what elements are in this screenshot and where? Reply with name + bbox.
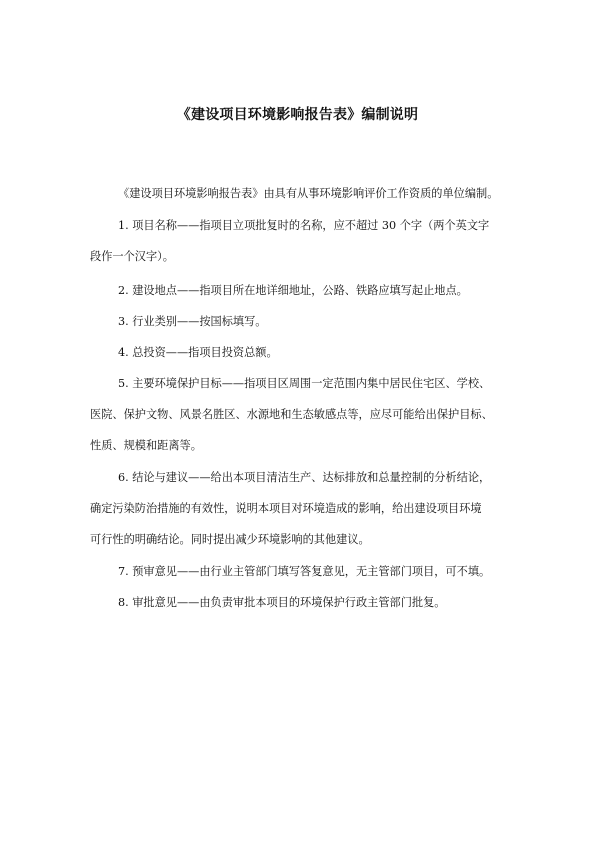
intro-paragraph: 《建设项目环境影响报告表》由具有从事环境影响评价工作资质的单位编制。 [118, 187, 499, 200]
item-1-continuation: 段作一个汉字）。 [90, 250, 174, 263]
item-6-continuation-2: 可行性的明确结论。同时提出减少环境影响的其他建议。 [90, 533, 370, 546]
item-6-conclusion: 6. 结论与建议——给出本项目清洁生产、达标排放和总量控制的分析结论， [118, 471, 491, 484]
item-5-protection-targets: 5. 主要环境保护目标——指项目区周围一定范围内集中居民住宅区、学校、 [118, 377, 491, 390]
page-title: 《建设项目环境影响报告表》编制说明 [176, 107, 419, 123]
item-4-investment: 4. 总投资——指项目投资总额。 [118, 346, 278, 359]
item-1-project-name: 1. 项目名称——指项目立项批复时的名称，应不超过 30 个字（两个英文字 [118, 219, 490, 232]
item-7-pre-review: 7. 预审意见——由行业主管部门填写答复意见，无主管部门项目，可不填。 [118, 565, 491, 578]
item-6-continuation-1: 确定污染防治措施的有效性，说明本项目对环境造成的影响，给出建设项目环境 [90, 502, 482, 515]
item-5-continuation-2: 性质、规模和距离等。 [90, 439, 202, 452]
item-3-industry: 3. 行业类别——按国标填写。 [118, 315, 267, 328]
item-8-approval: 8. 审批意见——由负责审批本项目的环境保护行政主管部门批复。 [118, 596, 446, 609]
item-5-continuation-1: 医院、保护文物、风景名胜区、水源地和生态敏感点等，应尽可能给出保护目标、 [90, 408, 493, 421]
item-2-location: 2. 建设地点——指项目所在地详细地址，公路、铁路应填写起止地点。 [118, 284, 468, 297]
